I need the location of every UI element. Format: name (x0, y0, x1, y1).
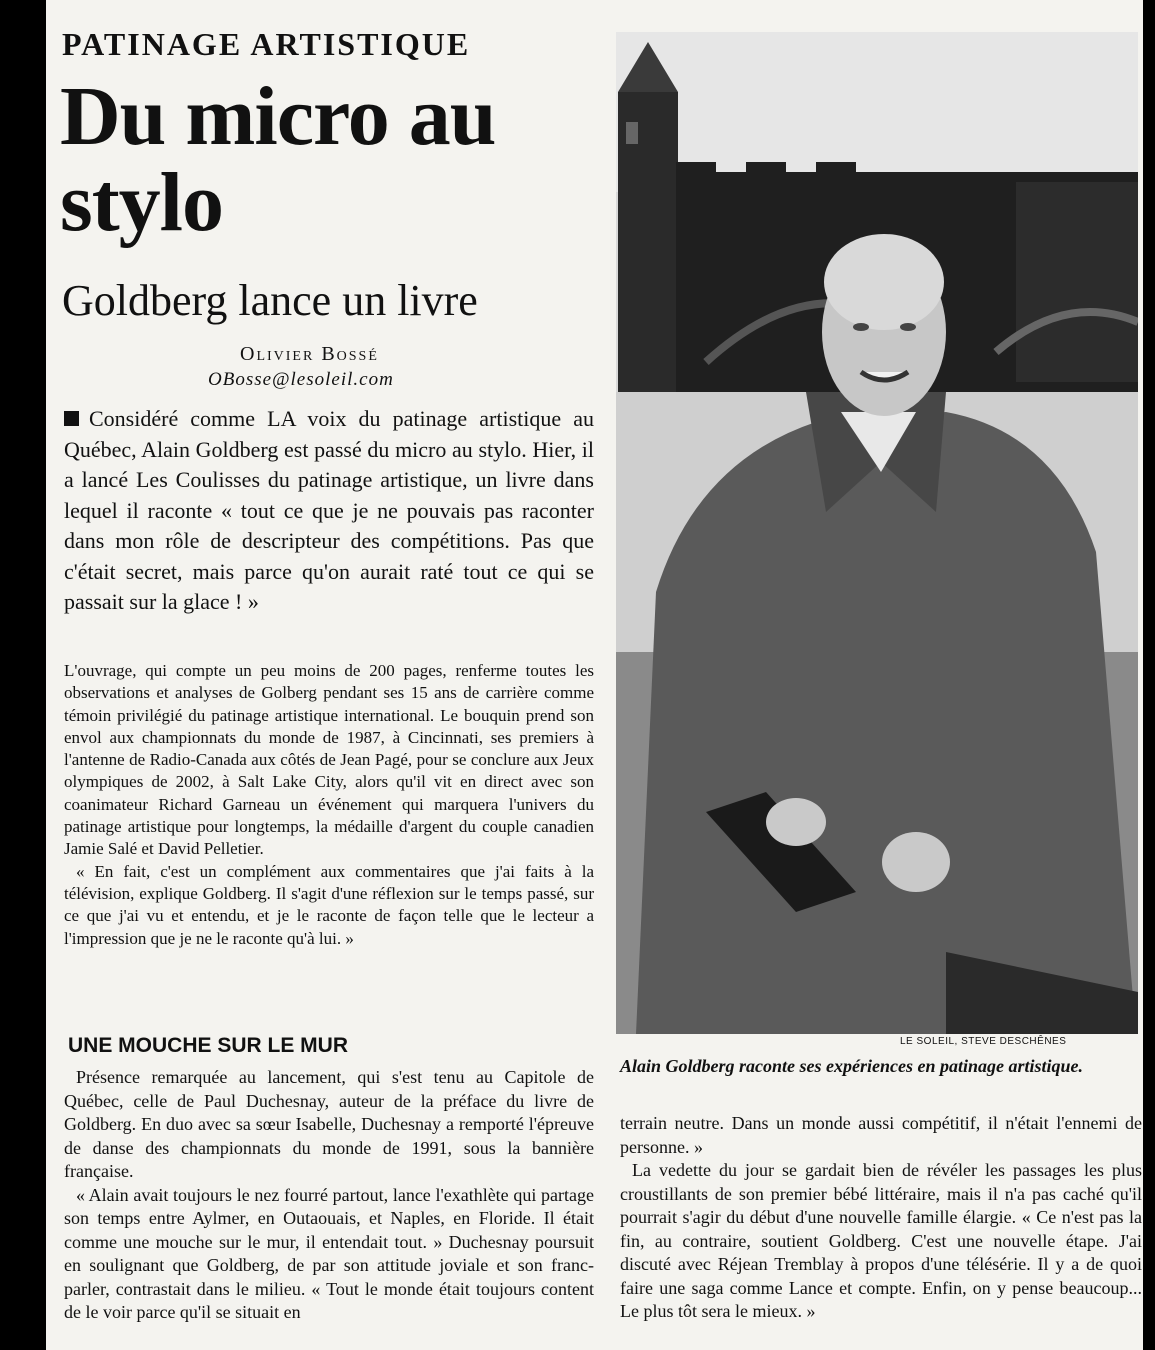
bullet-square-icon (64, 411, 79, 426)
paragraph: L'ouvrage, qui compte un peu moins de 200 pages, renferme toutes les observations et analyses de Golberg pendant ses 15 ans de carrière comme témoin privilégié du patinage artistique international. Le bouquin prend son envol aux championnats du monde de 1987, à Cincinnati, ses premiers à l'antenne de Radio-Canada aux côtés de Jean Pagé, pour se conclure aux Jeux olympiques de 2002, à Salt Lake City, alors qu'il vit en direct avec son coanimateur Richard Garneau un événement qui marquera l'univers du patinage artistique pour longtemps, la médaille d'argent du couple canadien Jamie Salé et David Pelletier. (64, 661, 594, 859)
portrait-photo-image (616, 32, 1138, 1034)
paragraph: Présence remarquée au lancement, qui s'est tenu au Capitole de Québec, celle de Paul Duchesnay, auteur de la préface du livre de Goldberg. En duo avec sa sœur Isabelle, Duchesnay a remporté l'épreuve de danse des championnats du monde de 1991, sous la bannière française. (64, 1067, 594, 1181)
lead-text: Considéré comme LA voix du patinage artistique au Québec, Alain Goldberg est passé du micro au stylo. Hier, il a lancé Les Coulisses du patinage artistique, un livre dans lequel il raconte « tout ce que je ne pouvais pas raconter dans mon rôle de descripteur des compétitions. Pas que c'était secret, mais parce qu'on aurait raté tout ce qui se passait sur la glace ! » (64, 406, 594, 614)
lead-paragraph (64, 404, 594, 618)
subheadline: Goldberg lance un livre (62, 276, 478, 325)
paragraph: « Alain avait toujours le nez fourré partout, lance l'exathlète qui partage son temps entre Aylmer, en Outaouais, et Naples, en Floride. Il était comme une mouche sur le mur, il entendait tout. » Duchesnay poursuit en soulignant que Goldberg, de par son attitude joviale et son franc-parler, contrastait dans le milieu. « Tout le monde était toujours content de le voir parce qu'il se situait en (64, 1184, 594, 1322)
paragraph: La vedette du jour se gardait bien de révéler les passages les plus croustillants de son premier bébé littéraire, mais il n'a pas caché qu'il pourrait s'agir du début d'une nouvelle famille élargie. « Ce n'est pas la fin, au contraire, soutient Goldberg. C'est une nouvelle étape. J'ai discuté avec Réjean Tremblay à propos d'une télésérie. Il y a de quoi faire une saga comme Lance et compte. Enfin, on y pense beaucoup... Le plus tôt sera le mieux. » (620, 1160, 1142, 1321)
headline: Du micro au stylo (60, 70, 496, 249)
photo-caption: Alain Goldberg raconte ses expériences en patinage artistique. (620, 1056, 1083, 1076)
photo-credit: LE SOLEIL, STEVE DESCHÊNES (900, 1036, 1067, 1047)
section-subheading: UNE MOUCHE SUR LE MUR (68, 1034, 349, 1057)
section-kicker: PATINAGE ARTISTIQUE (62, 26, 471, 62)
paragraph: terrain neutre. Dans un monde aussi compétitif, il n'était l'ennemi de personne. » (620, 1113, 1142, 1157)
author-email: OBosse@lesoleil.com (208, 369, 394, 390)
paragraph: « En fait, c'est un complément aux commentaires que j'ai faits à la télévision, explique Goldberg. Il s'agit d'une réflexion sur le temps passé, sur ce que j'ai vu et entendu, et je le raconte de façon telle que le lecteur a l'impression que je ne le raconte qu'à lui. » (64, 861, 594, 948)
article-photo (616, 32, 1138, 1034)
byline: Olivier Bossé (240, 343, 379, 365)
body-column-2 (64, 1066, 594, 1325)
body-column-1 (64, 660, 594, 950)
body-column-3 (620, 1112, 1142, 1324)
